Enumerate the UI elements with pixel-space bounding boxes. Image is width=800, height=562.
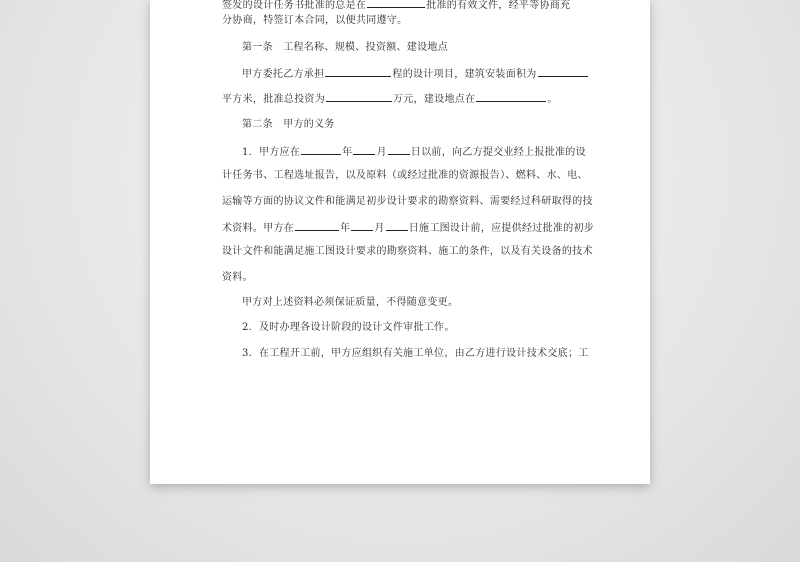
fill-blank (388, 144, 410, 155)
text-line-4 (222, 91, 558, 105)
text-segment: 2．及时办理各设计阶段的设计文件审批工作。 (242, 322, 455, 333)
text-line-11 (222, 271, 253, 285)
text-segment: 日以前，向乙方提交业经上报批准的设 (410, 147, 586, 158)
text-segment: 设计文件和能满足施工图设计要求的勘察资料、施工的条件，以及有关设备的技术 (222, 246, 593, 257)
text-segment: 运输等方面的协议文件和能满足初步设计要求的勘察资料、需要经过科研取得的技 (222, 196, 593, 207)
text-line-9 (222, 220, 594, 234)
fill-blank (325, 66, 391, 77)
fill-blank (476, 91, 546, 102)
fill-blank (301, 144, 341, 155)
text-segment: 。 (547, 94, 558, 105)
text-segment: 月 (374, 223, 385, 234)
text-line-8 (222, 195, 593, 209)
text-segment: 第二条 甲方的义务 (242, 119, 335, 130)
text-segment: 年 (340, 223, 351, 234)
text-line-14 (242, 347, 589, 361)
fill-blank (326, 91, 392, 102)
text-segment: 批准的有效文件，经平等协商充 (426, 0, 571, 11)
text-segment: 签发的设计任务书批准的总是在 (222, 0, 367, 11)
text-segment: 3．在工程开工前，甲方应组织有关施工单位，由乙方进行设计技术交底；工 (242, 348, 589, 359)
text-segment: 资料。 (222, 272, 253, 283)
fill-blank (295, 220, 339, 231)
text-line-1 (222, 14, 407, 28)
fill-blank (351, 220, 373, 231)
text-segment: 平方米，批准总投资为 (222, 94, 325, 105)
text-line-3 (242, 66, 589, 80)
text-segment: 日施工图设计前，应提供经过批准的初步 (408, 223, 595, 234)
text-line-12 (242, 296, 458, 310)
text-line-7 (222, 169, 588, 183)
fill-blank (386, 220, 408, 231)
article-heading-2 (242, 118, 335, 132)
text-segment: 年 (342, 147, 353, 158)
text-segment: 万元，建设地点在 (393, 94, 476, 105)
text-line-13 (242, 321, 455, 335)
text-line-6 (242, 144, 586, 158)
document-page (150, 0, 650, 484)
fill-blank (367, 0, 425, 8)
text-segment: 1．甲方应在 (242, 147, 301, 158)
text-segment: 术资料。甲方在 (222, 223, 295, 234)
text-segment: 程的设计项目，建筑安装面积为 (392, 69, 537, 80)
text-segment: 计任务书、工程选址报告，以及原料（或经过批准的资源报告）、燃料、水、电、 (222, 170, 588, 181)
fill-blank (538, 66, 588, 77)
text-line-10 (222, 245, 593, 259)
article-heading-1 (242, 41, 448, 55)
text-segment: 分协商，特签订本合同，以便共同遵守。 (222, 15, 408, 26)
text-segment: 甲方对上述资料必须保证质量，不得随意变更。 (242, 297, 459, 308)
text-segment: 月 (376, 147, 387, 158)
text-line-0 (222, 0, 570, 11)
fill-blank (353, 144, 375, 155)
text-segment: 第一条 工程名称、规模、投资额、建设地点 (242, 42, 448, 53)
text-segment: 甲方委托乙方承担 (242, 69, 325, 80)
